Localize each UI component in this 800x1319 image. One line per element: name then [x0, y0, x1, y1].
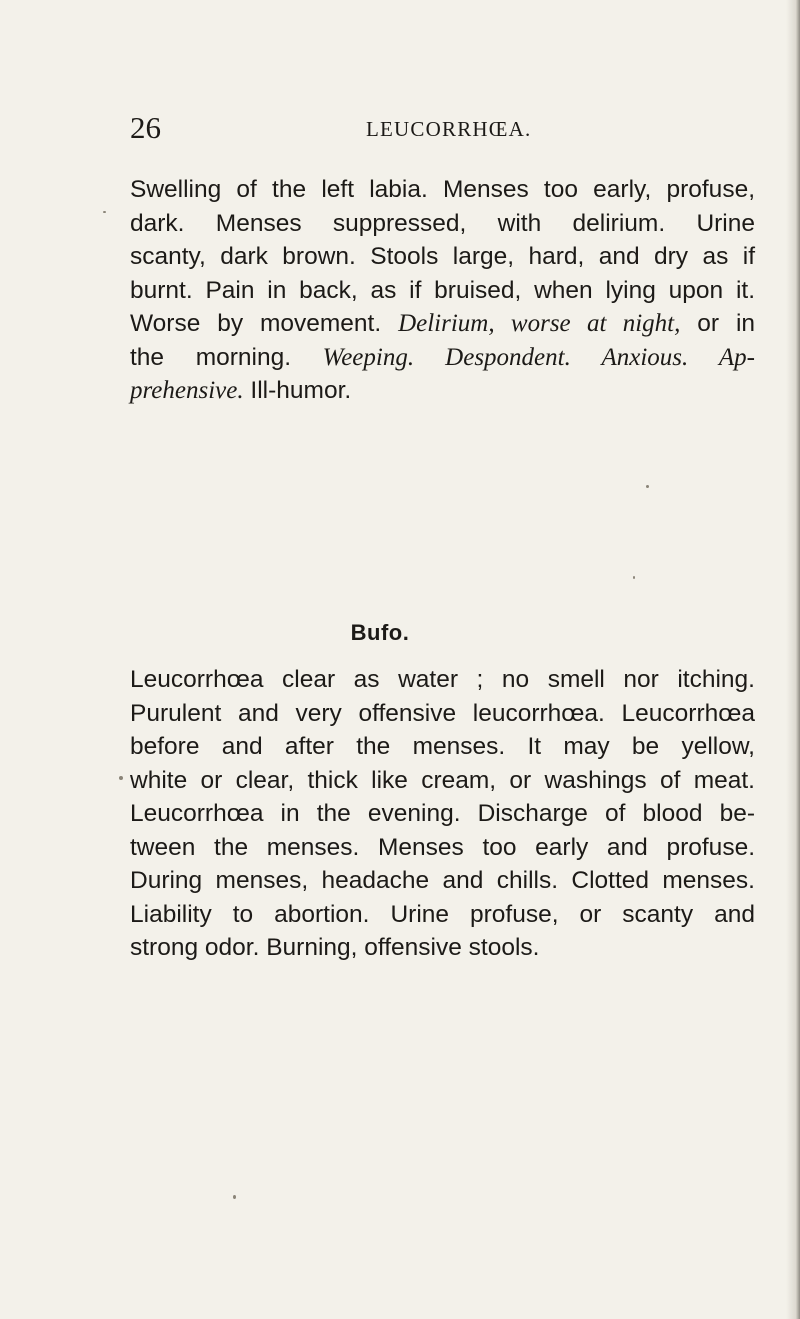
- italic-text: prehensive.: [130, 377, 244, 404]
- text-segment: tween the menses. Menses too early and profuse.: [130, 833, 755, 861]
- text-line: [130, 697, 755, 731]
- text-segment: before and after the menses. It may be yellow,: [130, 733, 755, 760]
- text-line: [130, 274, 755, 308]
- text-line: [130, 663, 755, 697]
- paper-speck: [633, 576, 635, 579]
- text-line: [130, 240, 755, 274]
- text-line: [130, 898, 755, 932]
- text-segment: Purulent and very offensive leucorrhœa. Leucorrhœa: [130, 699, 755, 727]
- text-line: [130, 831, 755, 865]
- text-segment: or in: [680, 310, 756, 337]
- text-segment: Liability to abortion. Urine profuse, or scanty and: [130, 900, 755, 928]
- text-line: [130, 173, 755, 207]
- text-segment: Leucorrhœa in the evening. Discharge of blood be-: [130, 800, 755, 827]
- text-line: [130, 207, 755, 241]
- text-line: [130, 931, 755, 965]
- paper-speck: [233, 1195, 236, 1199]
- text-segment: Swelling of the left labia. Menses too early, profuse,: [130, 176, 755, 203]
- paper-speck: [103, 211, 106, 213]
- page-edge-shadow: [786, 0, 800, 1319]
- remedy-heading-bufo: Bufo.: [350, 620, 410, 645]
- text-segment: the morning.: [130, 343, 323, 371]
- text-line: [130, 307, 755, 341]
- paragraph-symptoms-continued: [130, 173, 755, 408]
- paragraph-bufo-symptoms: [130, 663, 755, 965]
- text-segment: During menses, headache and chills. Clotted menses.: [130, 867, 755, 894]
- text-line: [130, 341, 755, 375]
- running-title: LEUCORRHŒA.: [366, 117, 532, 141]
- text-line: [130, 730, 755, 764]
- paper-speck: [646, 485, 649, 488]
- text-segment: Worse by movement.: [130, 310, 399, 337]
- text-line: [130, 864, 755, 898]
- text-segment: scanty, dark brown. Stools large, hard, and dry as if: [130, 243, 755, 270]
- text-segment: dark. Menses suppressed, with delirium. Urine: [130, 209, 755, 237]
- text-segment: burnt. Pain in back, as if bruised, when lying upon it.: [130, 276, 755, 304]
- italic-text: Weeping. Despondent. Anxious. Ap-: [322, 343, 755, 371]
- running-head: [130, 110, 690, 150]
- paper-speck: [119, 776, 123, 780]
- text-line: [130, 764, 755, 798]
- page-number: 26: [130, 110, 161, 145]
- text-segment: Leucorrhœa clear as water ; no smell nor itching.: [130, 666, 755, 693]
- italic-text: Delirium, worse at night,: [398, 310, 681, 337]
- text-line: [130, 374, 755, 408]
- text-segment: strong odor. Burning, offensive stools.: [130, 934, 540, 961]
- text-line: [130, 797, 755, 831]
- text-segment: white or clear, thick like cream, or washings of meat.: [130, 766, 755, 794]
- text-segment: Ill-humor.: [243, 377, 352, 404]
